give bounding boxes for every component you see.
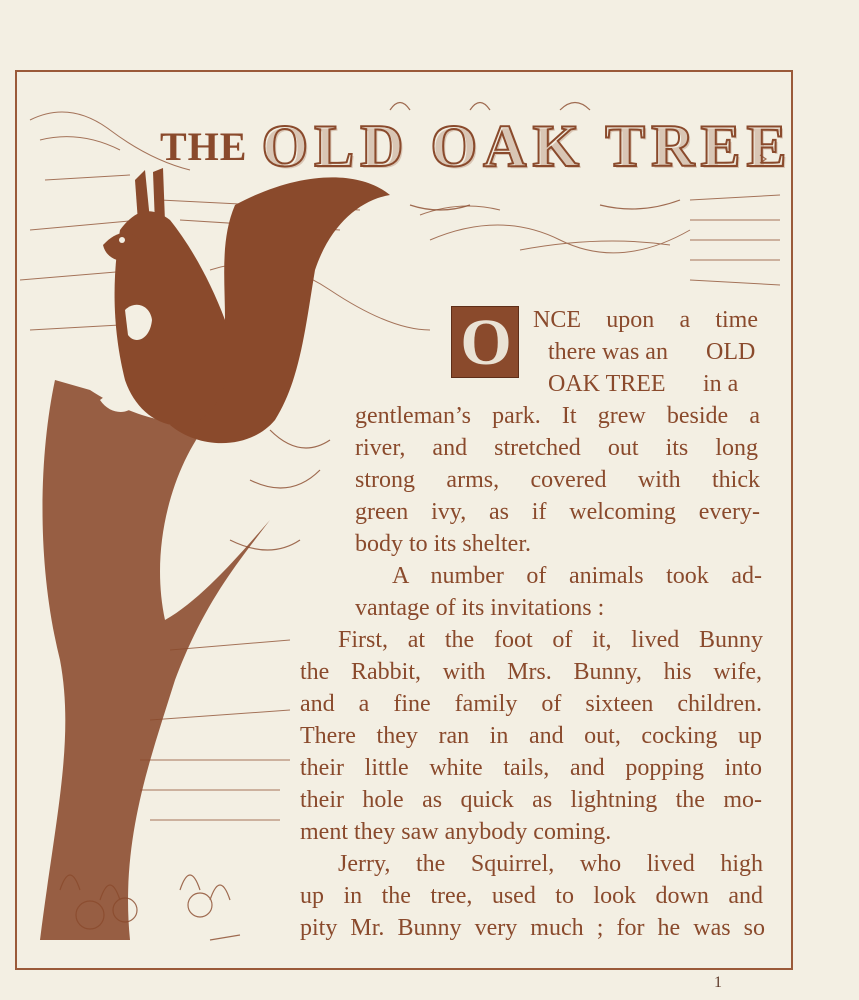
text-line: and a fine family of sixteen children. bbox=[300, 691, 762, 717]
drop-cap-letter: O bbox=[460, 306, 512, 379]
text-line: ment they saw anybody coming. bbox=[300, 819, 612, 845]
text-line: OAK TREE bbox=[548, 371, 666, 397]
text-line: First, at the foot of it, lived Bunny bbox=[338, 627, 763, 653]
text-line: body to its shelter. bbox=[355, 531, 531, 557]
text-line: OLD bbox=[706, 339, 756, 365]
title-the: THE bbox=[160, 124, 248, 169]
text-line: There they ran in and out, cocking up bbox=[300, 723, 762, 749]
text-line: vantage of its invitations : bbox=[355, 595, 605, 621]
text-line: there was an bbox=[548, 339, 668, 365]
text-line: A number of animals took ad- bbox=[392, 563, 762, 589]
page-number: 1 bbox=[714, 974, 722, 991]
chapter-title bbox=[150, 106, 800, 196]
text-line: up in the tree, used to look down and bbox=[300, 883, 763, 909]
text-line: pity Mr. Bunny very much ; for he was so bbox=[300, 915, 765, 941]
text-line: their little white tails, and popping into bbox=[300, 755, 762, 781]
text-line: Jerry, the Squirrel, who lived high bbox=[338, 851, 763, 877]
drop-cap bbox=[451, 306, 519, 378]
text-line: their hole as quick as lightning the mo- bbox=[300, 787, 762, 813]
text-line: gentleman’s park. It grew beside a bbox=[355, 403, 760, 429]
text-line: in a bbox=[703, 371, 739, 397]
title-main: OLD OAK TREE bbox=[261, 113, 793, 179]
text-line: strong arms, covered with thick bbox=[355, 467, 760, 493]
text-line: river, and stretched out its long bbox=[355, 435, 758, 461]
text-line: NCE upon a time bbox=[533, 307, 758, 333]
text-line: the Rabbit, with Mrs. Bunny, his wife, bbox=[300, 659, 762, 685]
text-line: green ivy, as if welcoming every- bbox=[355, 499, 760, 525]
